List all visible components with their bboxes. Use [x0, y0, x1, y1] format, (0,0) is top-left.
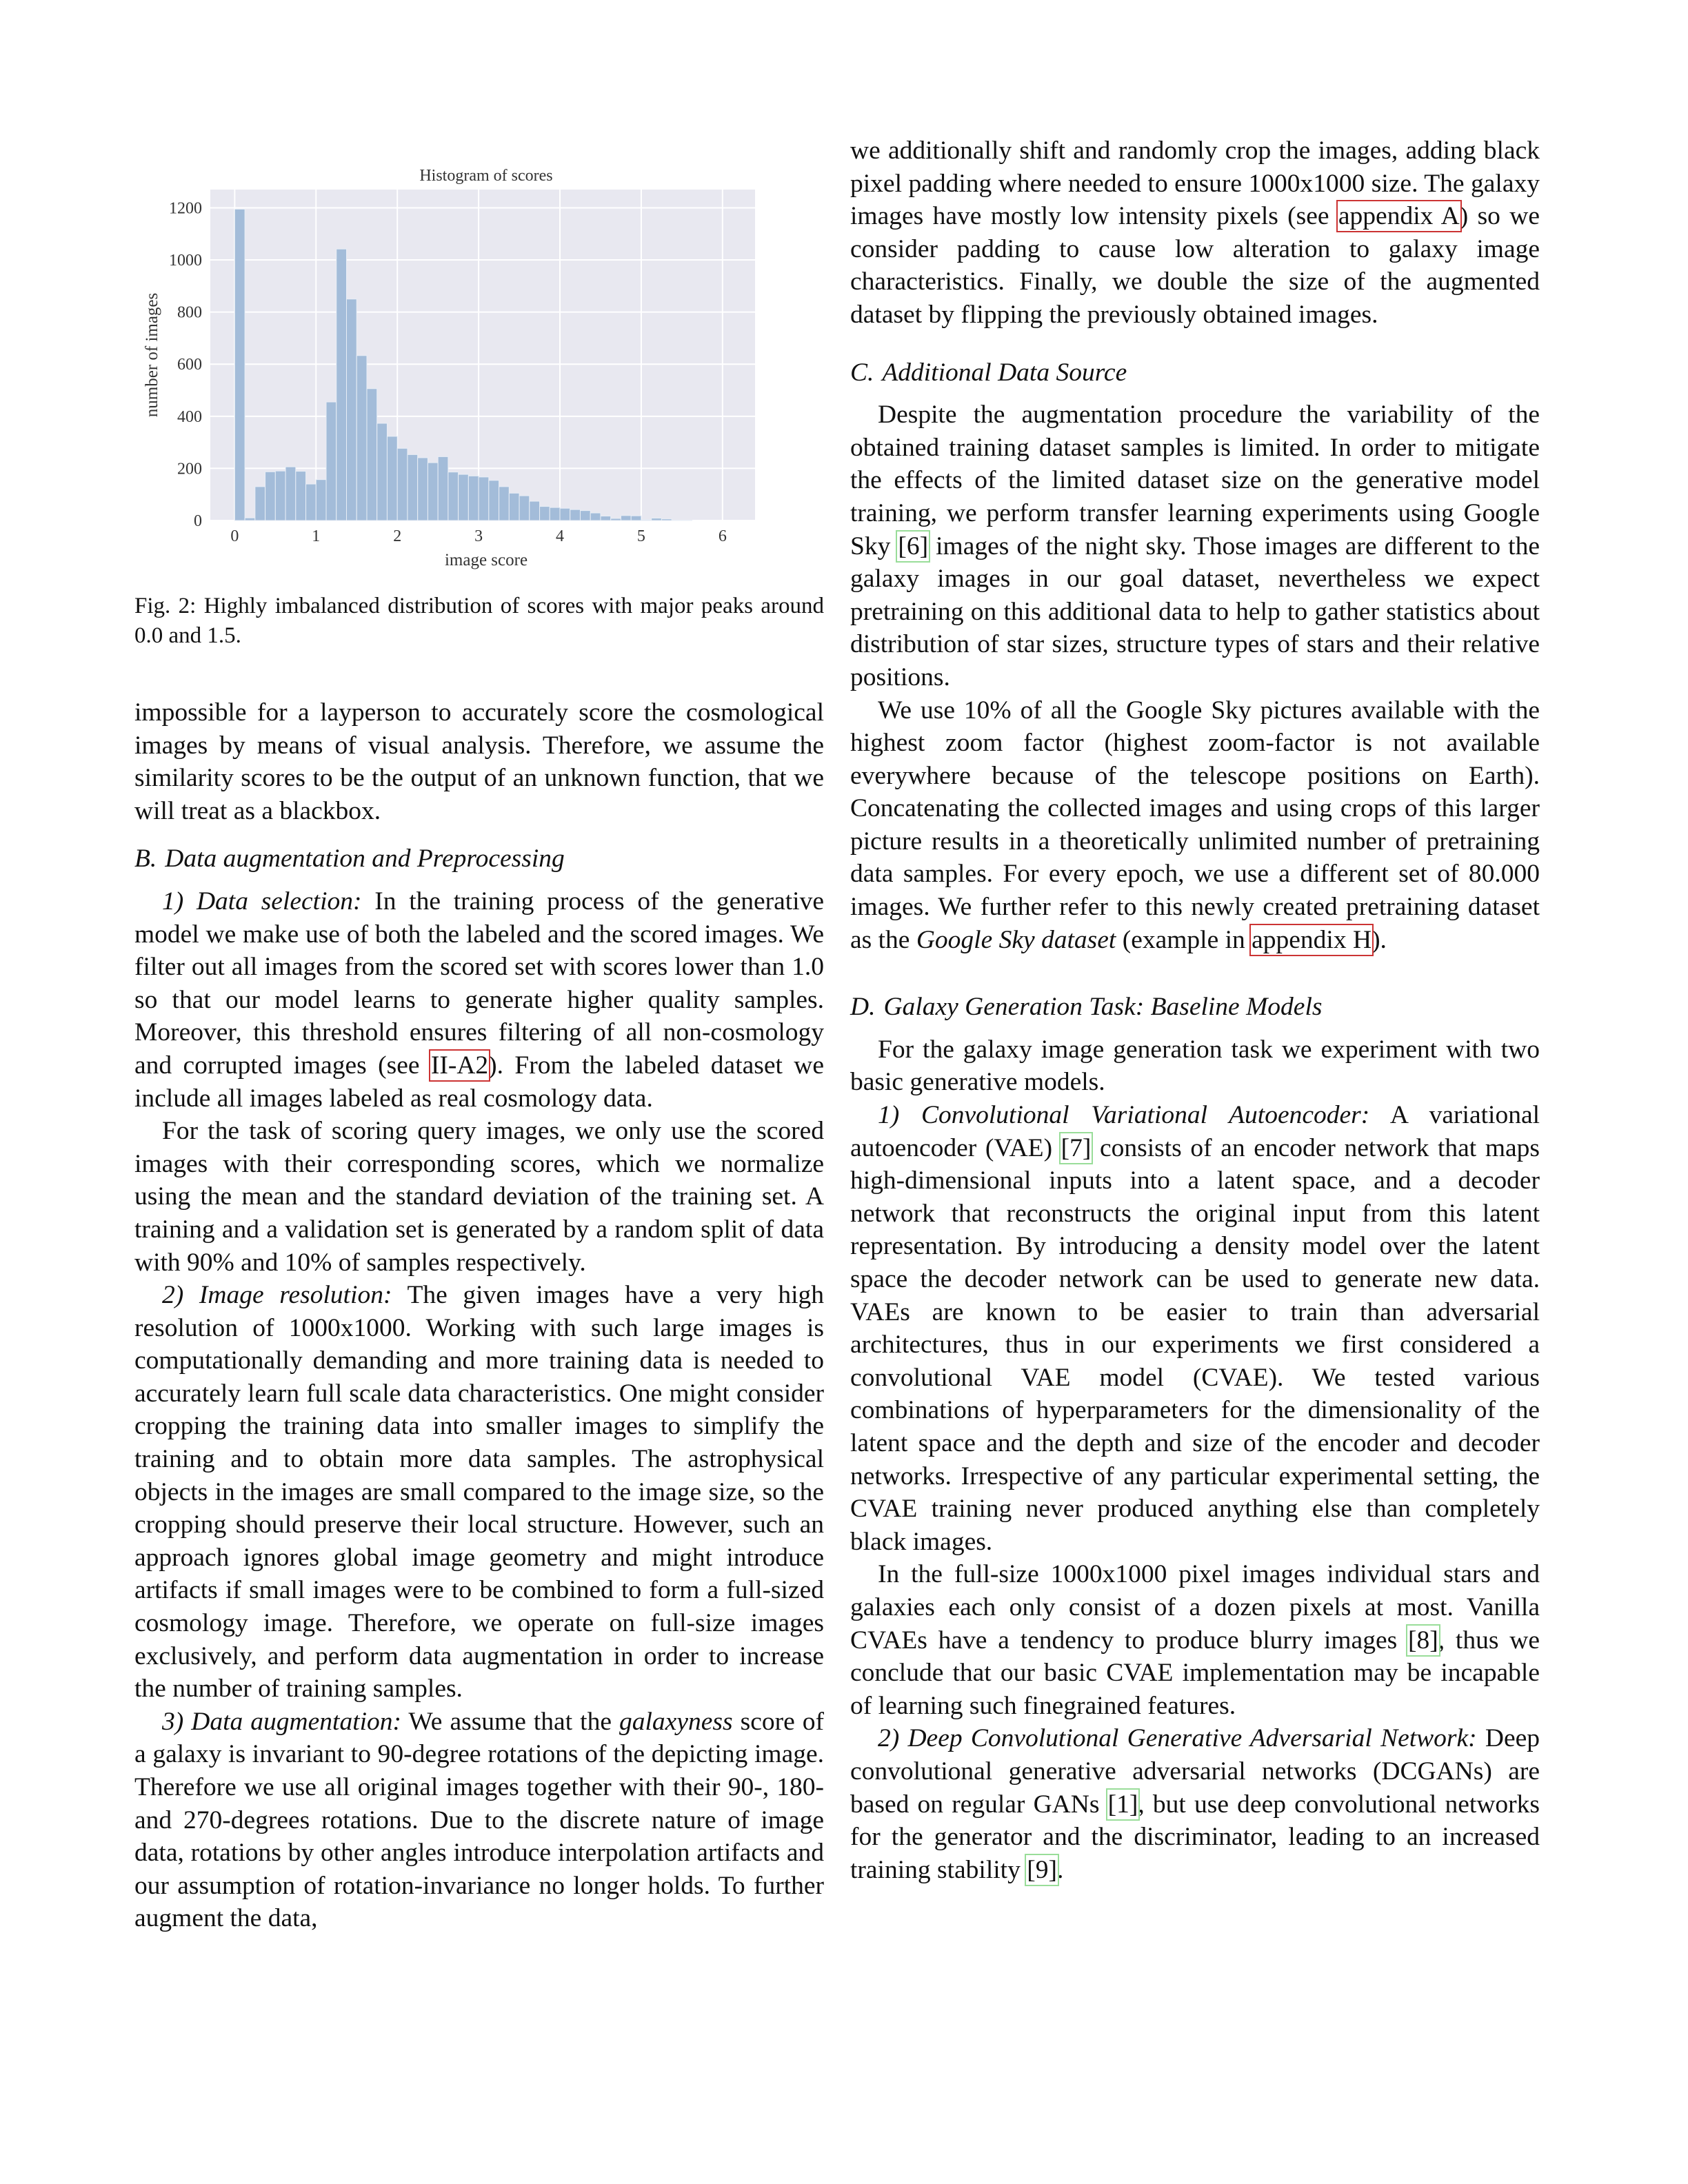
text: Deep convolutional generative adversarial networks (DCGANs) are based on regular GANs [850, 1724, 1540, 1819]
histogram-bar [408, 454, 418, 520]
histogram-bar [448, 472, 459, 520]
histogram-bar [661, 519, 672, 520]
histogram-bar [631, 516, 641, 520]
histogram-bar [550, 507, 560, 520]
text: We assume that the [401, 1707, 620, 1736]
paragraph-dcgan [850, 1722, 1540, 1886]
emphasis: Google Sky dataset [916, 925, 1116, 954]
section-title: Additional Data Source [882, 358, 1127, 387]
y-tick-label: 600 [177, 356, 202, 374]
section-letter: C. [850, 358, 874, 387]
histogram-bar [387, 436, 397, 520]
x-tick-label: 6 [718, 527, 727, 545]
histogram-bar [296, 472, 306, 520]
x-tick-label: 0 [230, 527, 239, 545]
paragraph-cvae [850, 1099, 1540, 1558]
text: A variational autoencoder (VAE) [850, 1101, 1540, 1162]
histogram-bar [234, 209, 245, 520]
x-tick-label: 5 [636, 527, 645, 545]
section-letter: B. [134, 845, 157, 873]
histogram-bar [479, 477, 489, 520]
x-tick-label: 4 [556, 527, 565, 545]
histogram-bar [347, 299, 357, 520]
section-heading-b [134, 842, 824, 876]
paragraph-image-resolution [134, 1279, 824, 1706]
text: consists of an encoder network that maps high-dimensional inputs into a latent space, and a decoder network that reconstructs the original input from this latent representation. By introducing a density model over the latent space the decoder network can be used to generate new data. VAEs are known to be easier to train than adversarial architectures, thus in our experiments we first considered a convolutional VAE model (CVAE). We tested various combinations of hyperparameters for the dimensionality of the latent space and the depth and size of the encoder and decoder networks. Irrespective of any particular experimental setting, the CVAE training never produced anything else than completely black images. [850, 1133, 1540, 1556]
paragraph-data-augmentation [134, 1706, 824, 1935]
paragraph-despite [850, 398, 1540, 694]
histogram-bar [265, 472, 276, 520]
x-tick-label: 1 [312, 527, 321, 545]
histogram-bar [489, 481, 499, 520]
text: images of the night sky. Those images are different to the galaxy images in our goal dataset, nevertheless we expect pretraining on this additional data to help to gather statistics about distribution of star sizes, structure types of stars and their relative positions. [850, 532, 1540, 691]
citation-link[interactable]: [8] [1408, 1626, 1438, 1655]
y-tick-label: 400 [177, 407, 202, 426]
subsection-label: 1) Data selection: [162, 887, 362, 916]
histogram-bar [540, 507, 550, 520]
y-tick-label: 1200 [169, 199, 202, 218]
chart-title: Histogram of scores [419, 167, 553, 185]
histogram-bar [601, 516, 611, 520]
chart-container [134, 159, 824, 579]
y-tick-label: 0 [194, 512, 202, 530]
histogram-bar [621, 516, 631, 520]
appendix-h-link[interactable]: appendix H [1252, 925, 1372, 954]
citation-link[interactable]: [1] [1107, 1790, 1138, 1819]
citation-link[interactable]: [6] [898, 532, 929, 560]
subsection-label: 1) Convolutional Variational Autoencoder: [878, 1101, 1370, 1130]
text: score of a galaxy is invariant to 90-degree rotations of the depicting image. Therefore we use all original images together with their 90-, 180- and 270-degrees rotations. Due to the discrete nature of image data, rotations by other angles introduce interpolation artifacts and our assumption of rotation-invariance no longer holds. To further augment the data, [134, 1707, 824, 1933]
histogram-bar [530, 501, 540, 520]
section-heading-c [850, 356, 1540, 390]
histogram-bar [418, 458, 428, 520]
histogram-bar [509, 493, 519, 520]
histogram-bar [652, 518, 662, 520]
histogram-bar [367, 389, 377, 520]
emphasis: galaxyness [619, 1707, 733, 1736]
paragraph-full-size [850, 1558, 1540, 1722]
histogram-bar [519, 496, 530, 520]
histogram-bar [377, 423, 388, 520]
text: . [1056, 1855, 1064, 1884]
paragraph-we-use [850, 694, 1540, 957]
histogram-bar [336, 249, 347, 520]
y-tick-labels [169, 199, 202, 530]
text: , but use deep convolutional networks for the generator and the discriminator, leading to an increased training stability [850, 1790, 1540, 1884]
citation-link[interactable]: [9] [1027, 1855, 1057, 1884]
x-tick-label: 3 [474, 527, 483, 545]
appendix-a-link[interactable]: appendix A [1338, 202, 1460, 231]
histogram-bar [306, 484, 316, 520]
histogram-bar [590, 513, 601, 520]
histogram-bar [356, 356, 367, 520]
section-title: Data augmentation and Preprocessing [165, 845, 565, 873]
histogram-bar [611, 518, 621, 520]
text: The given images have a very high resolution of 1000x1000. Working with such large images is computationally demanding and more training data is needed to accurately learn full scale data characteristics. One might consider cropping the training data into smaller images to simplify the training and to obtain more data samples. The astrophysical objects in the images are small compared to the image size, so the cropping should preserve their local structure. However, such an approach ignores global image geometry and might introduce artifacts if small images were to be combined to form a full-sized cosmology image. Therefore, we operate on full-size images exclusively, and perform data augmentation in order to increase the number of training samples. [134, 1281, 825, 1703]
histogram-chart [134, 159, 824, 579]
histogram-bar [438, 456, 448, 520]
section-letter: D. [850, 993, 876, 1022]
y-tick-label: 800 [177, 303, 202, 322]
text: ). [1372, 925, 1387, 954]
x-tick-labels [230, 527, 726, 545]
section-heading-d [850, 991, 1540, 1024]
histogram-bar [285, 467, 296, 520]
histogram-bar [428, 463, 438, 520]
right-column [850, 134, 1540, 1886]
paragraph-data-selection [134, 885, 824, 1115]
histogram-bar [397, 448, 408, 520]
text: In the full-size 1000x1000 pixel images individual stars and galaxies each only consist of a dozen pixels at most. Vanilla CVAEs have a tendency to produce blurry images [850, 1560, 1540, 1655]
paragraph-intro: impossible for a layperson to accurately score the cosmological images by means of visual analysis. Therefore, we assume the similarity scores to be the output of an unknown function, that we will treat as a blackbox. [134, 698, 824, 825]
text: we additionally shift and randomly crop the images, adding black pixel padding where needed to ensure 1000x1000 size. The galaxy images have mostly low intensity pixels (see [850, 136, 1540, 231]
text: ) so we consider padding to cause low alteration to galaxy image characteristics. Finally, we double the size of the augmented dataset by flipping the previously obtained images. [850, 202, 1540, 329]
text: (example in [1116, 925, 1252, 954]
text: ). From the labeled dataset we include all images labeled as real cosmology data. [134, 1051, 824, 1113]
x-tick-label: 2 [393, 527, 402, 545]
subsection-label: 2) Image resolution: [162, 1281, 392, 1310]
citation-link[interactable]: [7] [1061, 1133, 1092, 1162]
paragraph-continued [850, 134, 1540, 332]
histogram-bar [326, 402, 336, 520]
histogram-bar [468, 476, 479, 520]
section-ref-link[interactable]: II-A2 [430, 1051, 489, 1080]
figure-histogram [134, 159, 824, 579]
subsection-label: 3) Data augmentation: [162, 1707, 402, 1736]
histogram-bar [570, 509, 581, 520]
figure-caption: Fig. 2: Highly imbalanced distribution of scores with major peaks around 0.0 and 1.5. [134, 594, 824, 648]
histogram-bar [499, 487, 510, 520]
paragraph-for-galaxy: For the galaxy image generation task we experiment with two basic generative models. [850, 1035, 1540, 1097]
y-axis-label: number of images [143, 292, 161, 418]
histogram-bar [245, 518, 255, 520]
text: In the training process of the generative model we make use of both the labeled and the scored images. We filter out all images from the scored set with scores lower than 1.0 so that our model learns to generate higher quality samples. Moreover, this threshold ensures filtering of all non-cosmology and corrupted images (see [134, 887, 824, 1080]
text: Despite the augmentation procedure the variability of the obtained training dataset samples is limited. In order to mitigate the effects of the limited dataset size on the generative model training, we perform transfer learning experiments using Google Sky [850, 401, 1540, 560]
histogram-bar [275, 471, 285, 520]
subsection-label: 2) Deep Convolutional Generative Adversarial Network: [878, 1724, 1477, 1753]
left-column [134, 696, 824, 1935]
y-tick-label: 1000 [169, 252, 202, 270]
section-title: Galaxy Generation Task: Baseline Models [883, 993, 1323, 1022]
histogram-bar [316, 480, 326, 520]
text: , thus we conclude that our basic CVAE implementation may be incapable of learning such finegrained features. [850, 1626, 1540, 1720]
paragraph-scoring: For the task of scoring query images, we only use the scored images with their corresponding scores, which we normalize using the mean and the standard deviation of the training set. A training and a validation set is generated by a random split of data with 90% and 10% of samples respectively. [134, 1117, 824, 1277]
x-axis-label: image score [444, 551, 528, 569]
histogram-bar [580, 511, 590, 520]
y-tick-label: 200 [177, 460, 202, 478]
histogram-bar [560, 508, 570, 520]
histogram-bar [255, 487, 265, 520]
text: We use 10% of all the Google Sky pictures available with the highest zoom factor (highest zoom-factor is not available everywhere because of the telescope positions on Earth). Concatenating the collected images and using crops of this larger picture results in a theoretically unlimited number of pretraining data samples. For every epoch, we use a different set of 80.000 images. We further refer to this newly created pretraining dataset as the [850, 696, 1540, 954]
histogram-bar [459, 474, 469, 520]
